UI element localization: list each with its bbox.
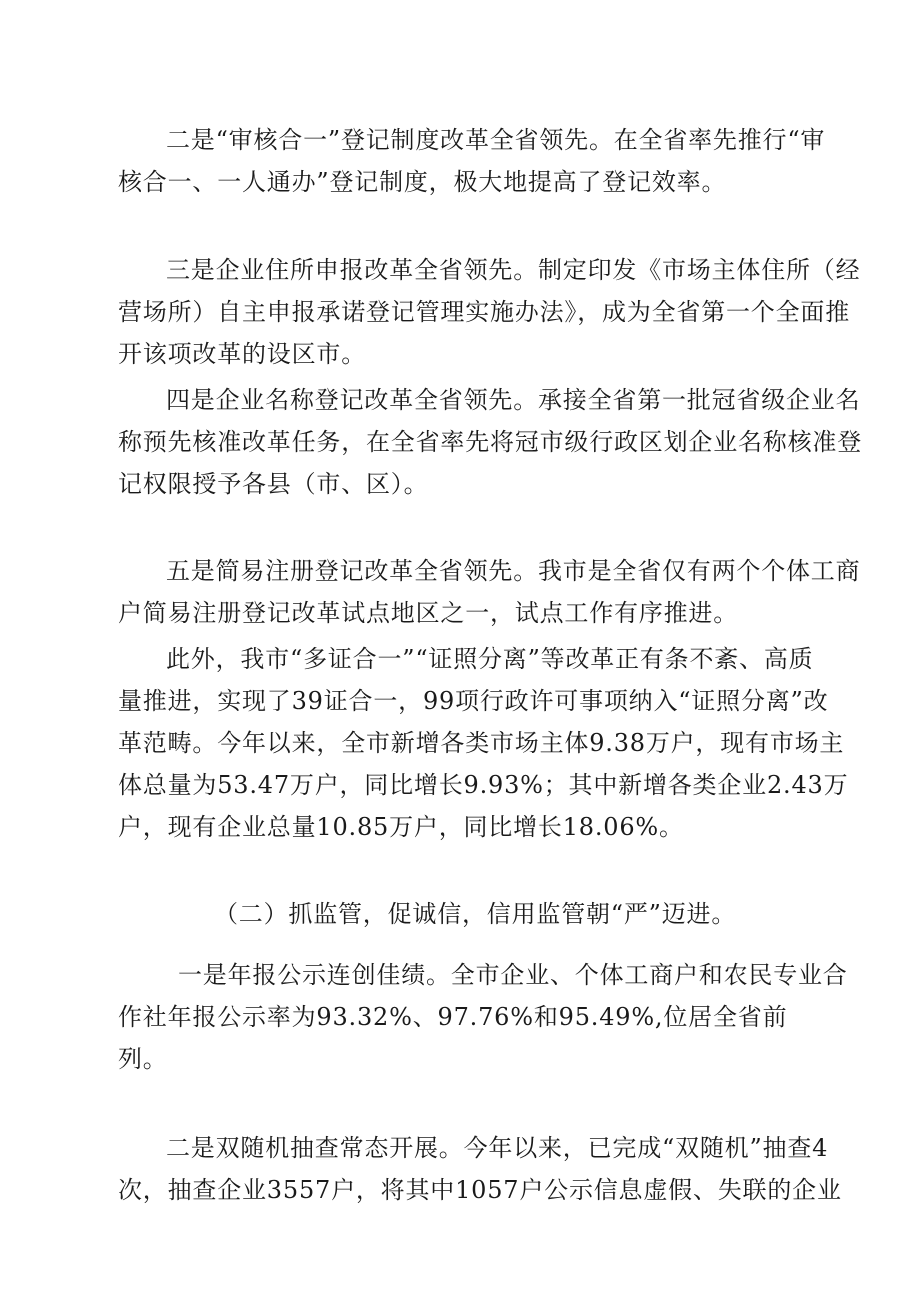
paragraph-1-line-1: 二是“审核合一”登记制度改革全省领先。在全省率先推行“审 xyxy=(166,126,826,154)
paragraph-2-line-2: 营场所）自主申报承诺登记管理实施办法》，成为全省第一个全面推 xyxy=(118,298,850,326)
paragraph-2-line-3: 开该项改革的设区市。 xyxy=(118,340,366,368)
paragraph-3-line-3: 记权限授予各县（市、区）。 xyxy=(118,470,429,498)
paragraph-7-line-1: 二是双随机抽查常态开展。今年以来，已完成“双随机”抽查4 xyxy=(166,1134,829,1162)
paragraph-5-line-2: 量推进，实现了39证合一，99项行政许可事项纳入“证照分离”改 xyxy=(118,687,829,715)
paragraph-5-line-1: 此外，我市“多证合一”“证照分离”等改革正有条不紊、高质 xyxy=(166,645,814,673)
paragraph-5-line-5: 户，现有企业总量10.85万户，同比增长18.06%。 xyxy=(118,813,684,841)
paragraph-3-line-1: 四是企业名称登记改革全省领先。承接全省第一批冠省级企业名 xyxy=(166,386,861,414)
paragraph-5-line-3: 革范畴。今年以来，全市新增各类市场主体9.38万户，现有市场主 xyxy=(118,729,845,757)
paragraph-1-line-2: 核合一、一人通办”登记制度，极大地提高了登记效率。 xyxy=(118,168,727,196)
paragraph-2-line-1: 三是企业住所申报改革全省领先。制定印发《市场主体住所（经 xyxy=(166,256,861,284)
paragraph-6-line-2: 作社年报公示率为93.32%、97.76%和95.49%,位居全省前 xyxy=(118,1003,788,1031)
section-heading: （二）抓监管，促诚信，信用监管朝“严”迈进。 xyxy=(214,900,737,928)
paragraph-3-line-2: 称预先核准改革任务，在全省率先将冠市级行政区划企业名称核准登 xyxy=(118,428,862,456)
paragraph-4-line-2: 户简易注册登记改革试点地区之一，试点工作有序推进。 xyxy=(118,599,738,627)
paragraph-5-line-4: 体总量为53.47万户，同比增长9.93%；其中新增各类企业2.43万 xyxy=(118,771,849,799)
paragraph-4-line-1: 五是简易注册登记改革全省领先。我市是全省仅有两个个体工商 xyxy=(166,557,861,585)
paragraph-6-line-1: 一是年报公示连创佳绩。全市企业、个体工商户和农民专业合 xyxy=(178,961,848,989)
paragraph-6-line-3: 列。 xyxy=(118,1045,168,1073)
paragraph-7-line-2: 次，抽查企业3557户，将其中1057户公示信息虚假、失联的企业 xyxy=(118,1176,842,1204)
